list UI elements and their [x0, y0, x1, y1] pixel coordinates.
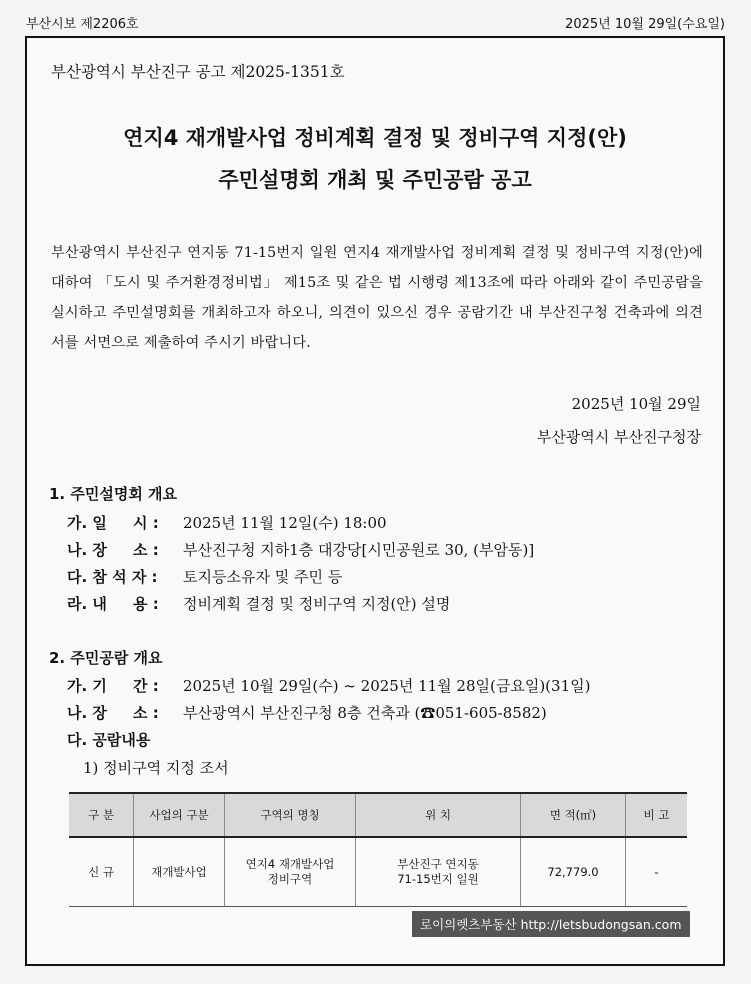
table-header: 위 치: [356, 793, 521, 837]
table-header: 면 적(㎡): [521, 793, 626, 837]
item-key: 나. 장 소 :: [67, 541, 159, 559]
table-cell: 연지4 재개발사업 정비구역: [225, 837, 356, 907]
table-cell: -: [626, 837, 688, 907]
issue-date: 2025년 10월 29일: [571, 395, 701, 413]
table-cell: 72,779.0: [521, 837, 626, 907]
table-header: 구 분: [69, 793, 134, 837]
table-header-row: [69, 793, 687, 837]
section2-item: [67, 702, 547, 723]
item-value: 부산광역시 부산진구청 8층 건축과 (☎051-605-8582): [183, 704, 547, 722]
notice-number: 부산광역시 부산진구 공고 제2025-1351호: [51, 63, 345, 81]
section1-item: [67, 566, 342, 587]
section2-item: [67, 675, 590, 696]
item-value: 토지등소유자 및 주민 등: [183, 568, 343, 586]
table-cell: 재개발사업: [134, 837, 225, 907]
item-key: 가. 기 간 :: [67, 677, 159, 695]
publication-date: 2025년 10월 29일(수요일): [565, 17, 725, 32]
notice-frame: [25, 36, 725, 966]
item-value: 부산진구청 지하1층 대강당[시민공원로 30, (부암동)]: [183, 541, 535, 559]
section1-title: 1. 주민설명회 개요: [49, 485, 178, 503]
notice-title-line1: 연지4 재개발사업 정비계획 결정 및 정비구역 지정(안): [123, 126, 627, 150]
table-header: 구역의 명칭: [225, 793, 356, 837]
item-key: 라. 내 용 :: [67, 595, 159, 613]
table-header: 비 고: [626, 793, 688, 837]
issuer: 부산광역시 부산진구청장: [536, 428, 701, 446]
notice-body: 부산광역시 부산진구 연지동 71-15번지 일원 연지4 재개발사업 정비계획 결정 및 정비구역 지정(안)에 대하여 「도시 및 주거환경정비법」 제15조 및 같은 법 시행령 제13조에 따라 아래와 같이 주민공람을 실시하고 주민설명회를 개최하고자 하오니, 의견이 있으신 경우 공람기간 내 부산진구청 건축과에 의견서를 서면으로 제출하여 주시기 바랍니다.: [51, 245, 703, 351]
page-header: [0, 0, 751, 36]
notice-title-line2: 주민설명회 개최 및 주민공람 공고: [218, 168, 532, 192]
section2-title: 2. 주민공람 개요: [49, 649, 163, 667]
item-key: 다. 참 석 자 :: [67, 568, 158, 586]
section1-item: [67, 539, 534, 560]
section1-item: [67, 512, 387, 533]
designation-table: [69, 792, 687, 907]
item-value: 2025년 11월 12일(수) 18:00: [183, 514, 387, 532]
watermark: 로이의렛츠부동산 http://letsbudongsan.com: [412, 911, 690, 937]
table-cell: 신 규: [69, 837, 134, 907]
item-key: 나. 장 소 :: [67, 704, 159, 722]
table-cell: 부산진구 연지동 71-15번지 일원: [356, 837, 521, 907]
section2-subtitle: 다. 공람내용: [67, 731, 151, 749]
item-value: 2025년 10월 29일(수) ~ 2025년 11월 28일(금요일)(31일): [183, 677, 591, 695]
section1-item: [67, 593, 450, 614]
item-key: 가. 일 시 :: [67, 514, 159, 532]
table-row: [69, 837, 687, 907]
item-value: 정비계획 결정 및 정비구역 지정(안) 설명: [183, 595, 451, 613]
section2-subitem: 1) 정비구역 지정 조서: [83, 759, 229, 777]
publication-number: 부산시보 제2206호: [26, 17, 139, 32]
table-header: 사업의 구분: [134, 793, 225, 837]
